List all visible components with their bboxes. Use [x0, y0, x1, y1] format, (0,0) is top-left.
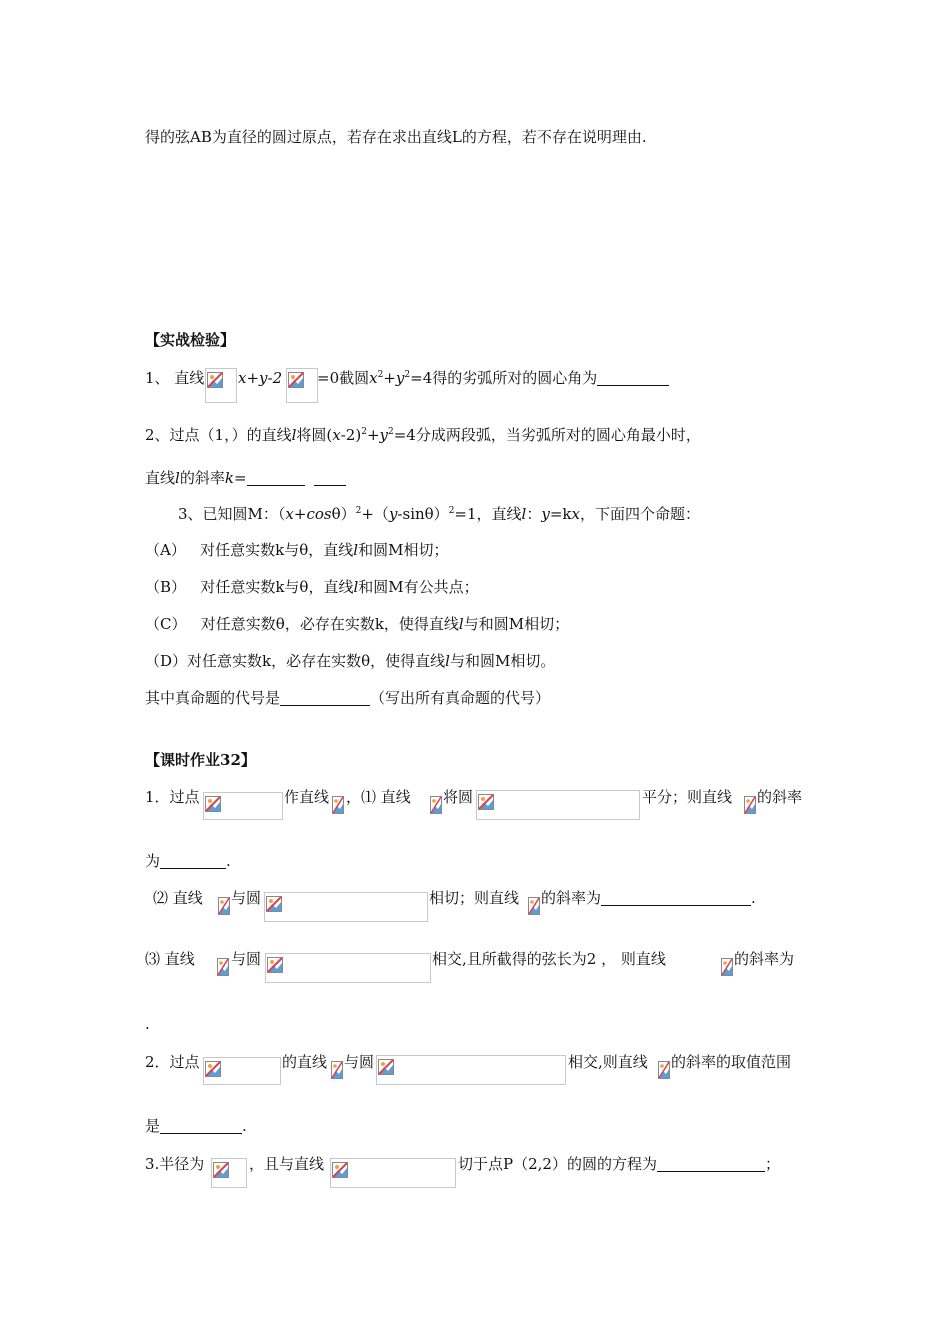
broken-image-icon	[205, 796, 221, 812]
answer-blank[interactable]	[657, 1157, 765, 1172]
hw-q1-3-b: 与圆	[231, 950, 262, 968]
practice-q1-rest: =0截圆$x^2+y^2=4$得的劣弧所对的圆心角为	[317, 368, 669, 388]
broken-image-icon	[378, 1059, 394, 1075]
broken-image-icon	[744, 796, 756, 814]
practice-q2-line1: 2、过点（1，）的直线l将圆$(x-2)^2+y^2=4$分成两段弧，当劣弧所对的圆心角最小时，	[145, 426, 701, 444]
formula-image	[203, 1057, 281, 1085]
formula-image	[744, 796, 758, 816]
broken-image-icon	[658, 1061, 670, 1079]
formula-image	[721, 958, 735, 978]
formula-image	[658, 1061, 672, 1081]
hw-q2-a: 2．过点	[145, 1053, 200, 1071]
hw-q1-a: 1．过点	[145, 788, 200, 806]
answer-blank[interactable]	[160, 854, 226, 869]
hw-q2-b: 的直线	[282, 1053, 328, 1071]
hw-q1-f: 的斜率	[757, 788, 803, 806]
broken-image-icon	[721, 958, 733, 976]
broken-image-icon	[332, 1162, 348, 1178]
formula-image	[217, 958, 231, 978]
homework-heading: 【课时作业32】	[145, 751, 256, 769]
option-b: （B） 对任意实数k与θ，直线l和圆M有公共点；	[145, 578, 479, 596]
formula-image	[264, 892, 428, 922]
hw-q1-2-b: 与圆	[231, 889, 262, 907]
hw-q3-a: 3.半径为	[145, 1155, 205, 1173]
hw-q2-line2: 是 .	[145, 1117, 247, 1135]
broken-image-icon	[266, 896, 282, 912]
hw-q1-d: 将圆	[443, 788, 474, 806]
option-a: （A） 对任意实数k与θ，直线l和圆M相切；	[145, 541, 449, 559]
practice-q1-prefix: 1、 直线	[145, 369, 205, 387]
practice-q2-line2: 直线l的斜率k=	[145, 468, 346, 488]
hw-q2-d: 相交,则直线	[568, 1053, 648, 1071]
broken-image-icon	[288, 372, 304, 388]
broken-image-icon	[207, 372, 223, 388]
broken-image-icon	[267, 957, 283, 973]
formula-image	[211, 1158, 247, 1188]
practice-heading: 【实战检验】	[145, 331, 236, 349]
broken-image-icon	[213, 1162, 229, 1178]
hw-q1-3-d: 的斜率为	[734, 950, 795, 968]
formula-image	[528, 897, 542, 917]
broken-image-icon	[332, 796, 344, 814]
hw-q1-2-c: 相切；则直线	[429, 889, 520, 907]
answer-blank[interactable]	[314, 471, 346, 486]
broken-image-icon	[478, 794, 494, 810]
formula-image	[218, 897, 232, 917]
answer-blank[interactable]	[247, 471, 305, 486]
hw-q1-line2: 为 .	[145, 852, 231, 870]
practice-answer-line: 其中真命题的代号是 （写出所有真命题的代号）	[145, 689, 551, 707]
broken-image-icon	[217, 958, 229, 976]
formula-image	[376, 1055, 566, 1085]
hw-q3-c: 切于点P（2,2）的圆的方程为 ；	[458, 1155, 780, 1173]
formula-image	[476, 790, 640, 820]
answer-blank[interactable]	[601, 891, 751, 906]
broken-image-icon	[430, 796, 442, 814]
hw-q1-2-a: ⑵ 直线	[153, 889, 203, 907]
hw-q1-3-c: 相交,且所截得的弦长为2 ， 则直线	[432, 950, 666, 968]
formula-image	[330, 1158, 456, 1188]
hw-q1-3-end: .	[145, 1015, 150, 1033]
hw-q1-2-d: 的斜率为 .	[541, 889, 756, 907]
answer-blank[interactable]	[160, 1119, 242, 1134]
formula-image	[286, 368, 318, 403]
formula-image	[203, 792, 283, 820]
answer-blank[interactable]	[280, 691, 370, 706]
broken-image-icon	[528, 897, 540, 915]
practice-q1-expr: x+y-2	[238, 369, 283, 387]
hw-q2-e: 的斜率的取值范围	[671, 1053, 792, 1071]
broken-image-icon	[218, 897, 230, 915]
hw-q1-e: 平分；则直线	[642, 788, 733, 806]
option-d: （D）对任意实数k，必存在实数θ，使得直线l与和圆M相切。	[145, 652, 556, 670]
formula-image	[265, 953, 431, 983]
intro-text: 得的弦AB为直径的圆过原点，若存在求出直线L的方程，若不存在说明理由.	[145, 128, 647, 146]
broken-image-icon	[205, 1061, 221, 1077]
formula-image	[430, 796, 444, 816]
answer-blank[interactable]	[597, 371, 669, 386]
hw-q2-c: 与圆	[344, 1053, 375, 1071]
formula-image	[205, 368, 237, 403]
hw-q3-b: ，且与直线	[249, 1155, 325, 1173]
practice-q3-text: 3、已知圆M：$(x+\cos\theta)^2+(y-\sin\theta)^2=1$，直线l：y=kx，下面四个命题：	[178, 505, 701, 523]
hw-q1-3-a: ⑶ 直线	[145, 950, 195, 968]
broken-image-icon	[331, 1061, 343, 1079]
hw-q1-b: 作直线	[284, 788, 330, 806]
formula-image	[332, 796, 346, 816]
option-c: （C） 对任意实数θ，必存在实数k，使得直线l与和圆M相切；	[145, 615, 570, 633]
formula-image	[331, 1061, 345, 1081]
hw-q1-c: ，⑴ 直线	[346, 788, 411, 806]
